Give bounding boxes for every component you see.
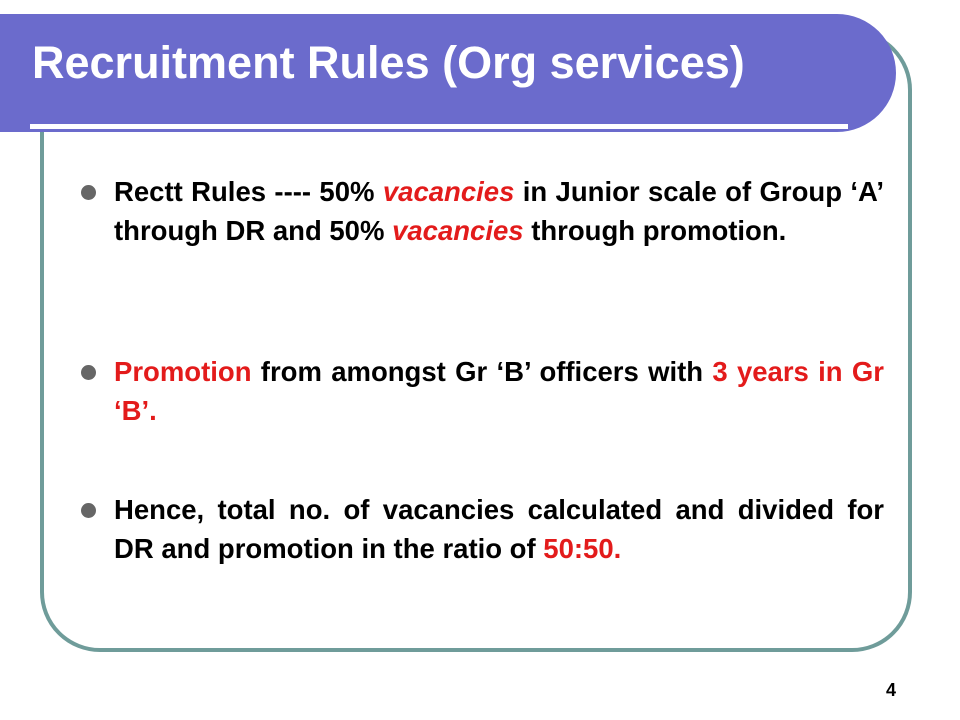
page-number: 4 <box>886 680 897 700</box>
bullet-text: through promotion. <box>523 215 787 246</box>
slide-title: Recruitment Rules (Org services) <box>32 37 745 88</box>
bullet-item-promotion <box>114 352 884 430</box>
highlight-years: 3 years in Gr ‘B’. <box>114 356 884 426</box>
title-underline <box>30 124 848 129</box>
bullet-item-rectt-rules <box>114 172 884 250</box>
bullet-text: in Junior scale of Group ‘A’ through DR and 50% <box>114 176 884 246</box>
highlight-ratio: 50:50. <box>543 533 622 564</box>
highlight-vacancies: vacancies <box>382 176 515 207</box>
bullet-dot <box>81 503 96 518</box>
bullet-item-total-vacancies <box>114 490 884 568</box>
bullet-text: from amongst Gr ‘B’ officers with <box>251 356 713 387</box>
highlight-promotion: Promotion <box>114 356 252 387</box>
bullet-text: Rectt Rules ---- 50% <box>114 176 383 207</box>
bullet-dot <box>81 365 96 380</box>
highlight-vacancies: vacancies <box>392 215 524 246</box>
bullet-text: Hence, total no. of vacancies calculated and divided for DR and promotion in the ratio of <box>114 494 884 564</box>
bullet-dot <box>81 185 96 200</box>
